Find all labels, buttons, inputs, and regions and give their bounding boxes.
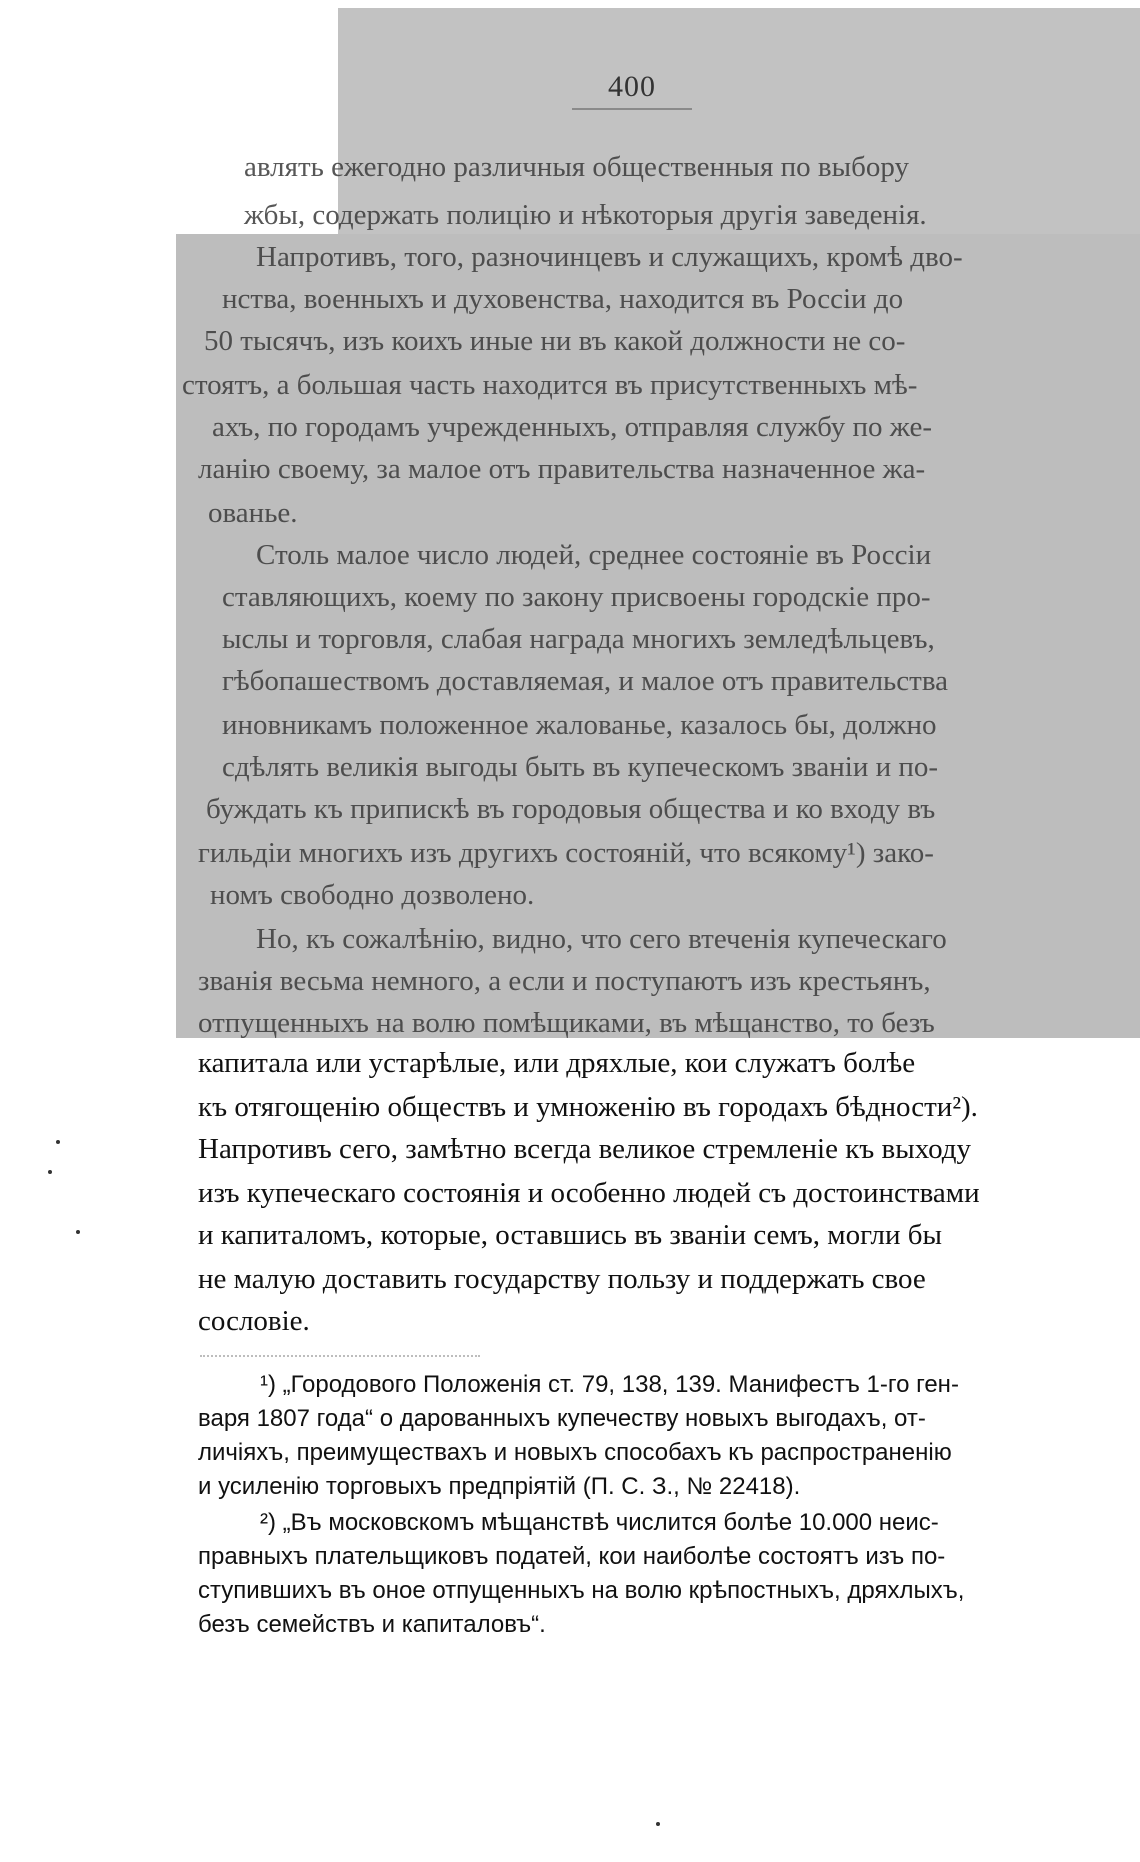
footnote-line: варя 1807 года“ о дарованныхъ купечеству новыхъ выгодахъ, от- [198,1405,926,1432]
footnote-line: и усиленію торговыхъ предпріятій (П. С. З., № 22418). [198,1473,801,1500]
body-line: гильдіи многихъ изъ другихъ состояній, что всякому¹) зако- [198,837,934,869]
body-line: ованье. [208,497,298,529]
body-line: отпущенныхъ на волю помѣщиками, въ мѣщанство, то безъ [198,1007,935,1039]
body-line: жбы, содержать полицію и нѣкоторыя другія заведенія. [244,199,927,231]
footnote-line: ¹) „Городового Положенія ст. 79, 138, 139. Манифестъ 1-го ген- [260,1371,959,1398]
scan-speck [48,1170,52,1174]
body-line: Напротивъ сего, замѣтно всегда великое стремленіе къ выходу [198,1133,972,1165]
body-line: сдѣлять великія выгоды быть въ купеческомъ званіи и по- [222,751,939,783]
body-line: сословіе. [198,1305,310,1337]
body-line: изъ купеческаго состоянія и особенно людей съ достоинствами [198,1177,980,1209]
body-line: авлять ежегодно различныя общественныя по выбору [244,151,909,183]
body-line: номъ свободно дозволено. [210,879,535,911]
body-line: буждать къ припискѣ въ городовыя общества и ко входу въ [206,793,936,825]
body-line: ставляющихъ, коему по закону присвоены городскіе про- [222,581,931,613]
footnote-line: ²) „Въ московскомъ мѣщанствѣ числится болѣе 10.000 неис- [260,1509,939,1536]
footnote-line: личіяхъ, преимуществахъ и новыхъ способахъ къ распространенію [198,1439,952,1466]
footnote-line: ступившихъ въ оное отпущенныхъ на волю крѣпостныхъ, дряхлыхъ, [198,1577,965,1604]
body-line: и капиталомъ, которые, оставшись въ званіи семъ, могли бы [198,1219,943,1251]
body-line: Напротивъ, того, разночинцевъ и служащихъ, кромѣ дво- [256,241,963,273]
body-line: иновникамъ положенное жалованье, казалось бы, должно [222,709,937,741]
body-line: гѣбопашествомъ доставляемая, и малое отъ правительства [222,665,949,697]
body-line: ахъ, по городамъ учрежденныхъ, отправляя службу по же- [212,411,932,443]
body-line: Столь малое число людей, среднее состояніе въ Россіи [256,539,932,571]
body-line: къ отягощенію обществъ и умноженію въ городахъ бѣдности²). [198,1091,978,1123]
scan-speck [656,1822,660,1826]
body-line: нства, военныхъ и духовенства, находится въ Россіи до [222,283,904,315]
body-line: ыслы и торговля, слабая награда многихъ земледѣльцевъ, [222,623,935,655]
body-line: капитала или устарѣлые, или дряхлые, кои служатъ болѣе [198,1047,916,1079]
body-line: Но, къ сожалѣнію, видно, что сего втеченія купеческаго [256,923,947,955]
page-number-rule [572,108,692,110]
footnote-line: правныхъ плательщиковъ податей, кои наиболѣе состоятъ изъ по- [198,1543,946,1570]
footnote-separator [200,1355,480,1357]
page-number: 400 [608,70,656,103]
body-line: званія весьма немного, а если и поступаютъ изъ крестьянъ, [198,965,931,997]
scan-speck [56,1140,60,1144]
footnote-line: безъ семействъ и капиталовъ“. [198,1611,546,1638]
scan-speck [76,1230,80,1234]
body-line: 50 тысячъ, изъ коихъ иные ни въ какой должности не со- [204,325,906,357]
body-line: ланію своему, за малое отъ правительства назначенное жа- [198,453,926,485]
body-line: не малую доставить государству пользу и поддержать свое [198,1263,926,1295]
body-line: стоятъ, а большая часть находится въ присутственныхъ мѣ- [182,369,918,401]
